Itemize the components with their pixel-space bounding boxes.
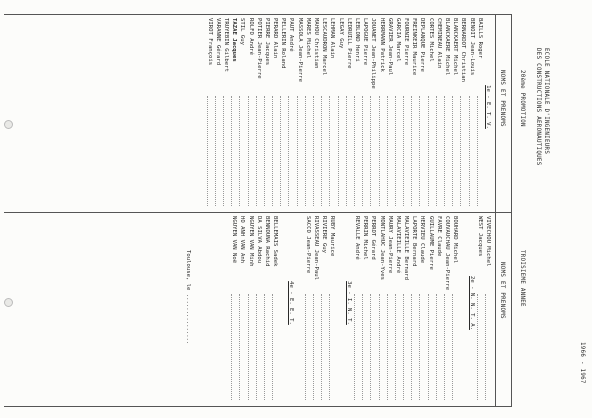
student-row <box>336 18 344 210</box>
student-row <box>467 18 475 210</box>
student-row <box>328 216 336 404</box>
student-row <box>410 216 418 404</box>
student-name: LAPORTE Bernard <box>411 216 418 267</box>
row-leader-line <box>329 294 330 400</box>
student-row <box>246 216 254 404</box>
row-leader-line <box>354 96 355 206</box>
student-row <box>451 18 459 210</box>
student-row <box>394 216 402 404</box>
student-row <box>312 216 320 404</box>
row-leader-line <box>354 294 355 400</box>
student-row <box>369 18 377 210</box>
year-label: TROISIEME ANNEE <box>519 250 525 307</box>
row-leader-line <box>469 96 470 206</box>
student-row <box>443 18 451 210</box>
student-row <box>377 216 385 404</box>
student-name: MAURY Jean-Pierre <box>386 216 393 274</box>
column-header-right: NOMS ET PRENOMS <box>499 262 505 319</box>
row-leader-line <box>420 96 421 206</box>
student-name: BLANCKAERT Michel <box>452 18 459 76</box>
blank-row <box>279 216 287 404</box>
student-row <box>377 18 385 210</box>
student-name: TAZAE Jacques <box>231 18 238 62</box>
student-row <box>255 18 263 210</box>
student-row <box>304 18 312 210</box>
table-center-rule <box>4 212 512 213</box>
student-name: PELLERIN Roland <box>280 18 287 69</box>
row-leader-line <box>477 96 478 206</box>
row-leader-line <box>411 96 412 206</box>
student-row <box>238 216 246 404</box>
section-label: 1e - E. T. V. <box>485 85 491 129</box>
row-leader-line <box>436 294 437 400</box>
student-row <box>320 18 328 210</box>
student-row <box>484 216 492 404</box>
student-row <box>230 216 238 404</box>
student-name: FAVRE Claude <box>435 216 442 257</box>
row-leader-line <box>264 96 265 206</box>
footer-place-date: Toulouse, le ............... <box>185 250 191 345</box>
row-leader-line <box>264 294 265 400</box>
row-leader-line <box>248 294 249 400</box>
row-leader-line <box>305 96 306 206</box>
student-name: VIVECHOU Michel <box>485 216 491 267</box>
row-leader-line <box>272 96 273 206</box>
row-leader-line <box>297 96 298 206</box>
student-name: PIERRE Jacques <box>263 18 270 66</box>
student-name: ROLFO André <box>247 18 254 56</box>
student-name: LESCAUDRON Marcel <box>321 18 328 76</box>
header-bottom-rule <box>495 14 496 406</box>
blank-row <box>336 216 344 404</box>
row-leader-line <box>395 294 396 400</box>
row-leader-line <box>362 294 363 400</box>
student-row <box>255 216 263 404</box>
student-name: LEDRUILL Pierre <box>345 18 352 69</box>
student-row <box>230 18 238 210</box>
student-row <box>271 18 279 210</box>
student-name: VARANNE Gérard <box>214 18 221 66</box>
student-name: JOUANET Jean-Philippe <box>370 18 377 89</box>
student-name: CORTES Michel <box>427 18 434 62</box>
student-name: SACCO Jean-Pierre <box>304 216 311 274</box>
student-row <box>427 216 435 404</box>
row-leader-line <box>387 294 388 400</box>
student-name: REVALLE André <box>354 216 360 260</box>
student-name: PAUT André <box>288 18 295 52</box>
row-leader-line <box>379 96 380 206</box>
blank-row <box>459 216 467 404</box>
academic-years: 1966 - 1967 <box>579 342 585 384</box>
student-row <box>361 216 369 404</box>
student-name: HERRMANN Patrick <box>378 18 385 72</box>
student-name: BENNOUNA Rachid <box>263 216 270 267</box>
student-name: MARES Michel <box>304 18 311 59</box>
student-row <box>443 216 451 404</box>
row-leader-line <box>256 294 257 400</box>
student-row <box>410 18 418 210</box>
student-name: LEBLOND Henri <box>354 18 360 62</box>
row-leader-line <box>403 96 404 206</box>
row-leader-line <box>420 294 421 400</box>
student-name: BERNARDOT Christian <box>460 18 467 82</box>
student-name: RIVIERE Guy <box>321 216 328 254</box>
row-leader-line <box>444 96 445 206</box>
student-row <box>353 216 361 404</box>
row-leader-line <box>329 96 330 206</box>
row-leader-line <box>321 96 322 206</box>
student-row <box>312 18 320 210</box>
student-name: GARCIA Marcel <box>394 18 401 62</box>
student-name: NGUYEN VAN Noë <box>231 216 238 264</box>
punch-hole <box>4 120 13 129</box>
section-heading <box>484 18 492 210</box>
row-leader-line <box>313 96 314 206</box>
row-leader-line <box>256 96 257 206</box>
student-row <box>386 216 394 404</box>
student-row <box>451 216 459 404</box>
student-row <box>476 18 484 210</box>
student-name: RUBY Maurice <box>329 216 336 257</box>
row-leader-line <box>313 294 314 400</box>
student-row <box>402 18 410 210</box>
student-name: MALAVIEILLE André <box>394 216 401 274</box>
student-name: PERARD Alain <box>272 18 279 59</box>
student-row <box>263 18 271 210</box>
row-leader-line <box>395 96 396 206</box>
student-name: BLANCKAERE Michel <box>444 18 451 76</box>
column-header-left: NOMS ET PRENOMS <box>499 70 505 127</box>
student-name: LEGAY Guy <box>337 18 344 49</box>
punch-hole <box>4 298 13 307</box>
row-leader-line <box>436 96 437 206</box>
row-leader-line <box>370 96 371 206</box>
row-leader-line <box>379 294 380 400</box>
promotion-label: 20ème PROMOTION <box>519 70 525 127</box>
student-row <box>279 18 287 210</box>
section-label: 2e - N. N. T. A. <box>468 276 475 330</box>
student-row <box>222 18 230 210</box>
student-row <box>214 18 222 210</box>
row-leader-line <box>231 96 232 206</box>
student-name: POTIER Jean-Pierre <box>255 18 262 79</box>
row-leader-line <box>223 96 224 206</box>
row-leader-line <box>272 294 273 400</box>
student-row <box>435 18 443 210</box>
row-leader-line <box>477 294 478 400</box>
student-name: CHEMINEAU Alain <box>435 18 442 69</box>
row-leader-line <box>444 294 445 400</box>
section-heading <box>345 216 353 404</box>
row-leader-line <box>207 96 208 206</box>
row-leader-line <box>485 294 486 400</box>
student-row <box>394 18 402 210</box>
student-row <box>353 18 361 210</box>
row-leader-line <box>321 294 322 400</box>
left-name-list <box>205 18 492 210</box>
student-name: PERRIN Michel <box>362 216 369 260</box>
student-row <box>296 18 304 210</box>
table-right-rule <box>4 406 512 407</box>
student-row <box>476 216 484 404</box>
student-name: COUVAUCHAU Jean-Pierre <box>444 216 451 291</box>
row-leader-line <box>460 96 461 206</box>
student-name: MONTLAHUC Jean-Yves <box>378 216 385 280</box>
school-name-line1: ECOLE NATIONALE D'INGENIEURS <box>543 48 549 155</box>
student-row <box>287 18 295 210</box>
row-leader-line <box>452 294 453 400</box>
student-row <box>402 216 410 404</box>
student-row <box>246 18 254 210</box>
student-name: BELLEMAIS Sadek <box>272 216 279 267</box>
student-row <box>418 216 426 404</box>
row-leader-line <box>305 294 306 400</box>
student-name: FOURNIE Pierre <box>403 18 410 66</box>
student-name: MALAVIEILLE Bernard <box>403 216 410 280</box>
row-leader-line <box>428 96 429 206</box>
student-row <box>427 18 435 210</box>
student-name: BOUHARD Michel <box>452 216 459 264</box>
student-row <box>320 216 328 404</box>
student-name: MASSOLA Jean-Pierre <box>296 18 303 82</box>
section-heading <box>287 216 295 404</box>
row-leader-line <box>248 96 249 206</box>
student-name: MAHOU Christian <box>313 18 320 69</box>
student-name: DEPLANQUE Pierre <box>419 18 426 72</box>
student-name: FREINKEIR Maurice <box>411 18 418 76</box>
row-leader-line <box>370 294 371 400</box>
row-leader-line <box>338 96 339 206</box>
student-name: PERROT Gérard <box>370 216 377 260</box>
student-row <box>459 18 467 210</box>
student-name: GRAVIER Jean-Paul <box>386 18 393 76</box>
section-label: 3e - I. N. T. <box>345 281 352 325</box>
student-row <box>386 18 394 210</box>
row-leader-line <box>231 294 232 400</box>
student-name: HERVIEU Claude <box>419 216 426 264</box>
section-label: 4e - E. E. T. <box>288 281 295 325</box>
row-leader-line <box>239 294 240 400</box>
row-leader-line <box>215 96 216 206</box>
right-name-list <box>230 216 492 404</box>
row-leader-line <box>387 96 388 206</box>
student-row <box>361 18 369 210</box>
student-row <box>238 18 246 210</box>
student-name: DA SILVA Abdou <box>255 216 262 264</box>
student-name: WEST Jacques <box>476 216 483 257</box>
student-name: LAPOGUE Pierre <box>362 18 369 66</box>
row-leader-line <box>346 96 347 206</box>
student-name: TRUYEBIN Gilbert <box>223 18 229 72</box>
student-name: VIROT François <box>206 18 213 66</box>
student-row <box>271 216 279 404</box>
school-name-line2: DES CONSTRUCTIONS AERONAUTIQUES <box>535 48 541 166</box>
row-leader-line <box>289 96 290 206</box>
student-name: LEHMAN Alain <box>329 18 336 59</box>
student-row <box>435 216 443 404</box>
student-row <box>304 216 312 404</box>
student-name: HO ANH VAN Anh <box>239 216 246 264</box>
row-leader-line <box>280 96 281 206</box>
table-top-rule <box>511 14 512 406</box>
table-left-rule <box>4 14 512 15</box>
student-name: GUILLAUME Pierre <box>427 216 434 270</box>
student-name: BENOIT Jean-Louis <box>468 18 475 76</box>
row-leader-line <box>239 96 240 206</box>
student-row <box>418 18 426 210</box>
student-row <box>328 18 336 210</box>
row-leader-line <box>411 294 412 400</box>
row-leader-line <box>403 294 404 400</box>
row-leader-line <box>362 96 363 206</box>
student-row <box>345 18 353 210</box>
student-row <box>369 216 377 404</box>
section-heading <box>467 216 475 404</box>
student-name: STIL Guy <box>239 18 246 45</box>
row-leader-line <box>452 96 453 206</box>
student-name: BAILLS Roger <box>476 18 483 59</box>
student-name: RIVASSEAU Jean-Paul <box>313 216 320 280</box>
student-row <box>263 216 271 404</box>
blank-row <box>296 216 304 404</box>
student-row <box>205 18 213 210</box>
row-leader-line <box>428 294 429 400</box>
student-name: NGUYEN VAN Minh <box>247 216 254 267</box>
